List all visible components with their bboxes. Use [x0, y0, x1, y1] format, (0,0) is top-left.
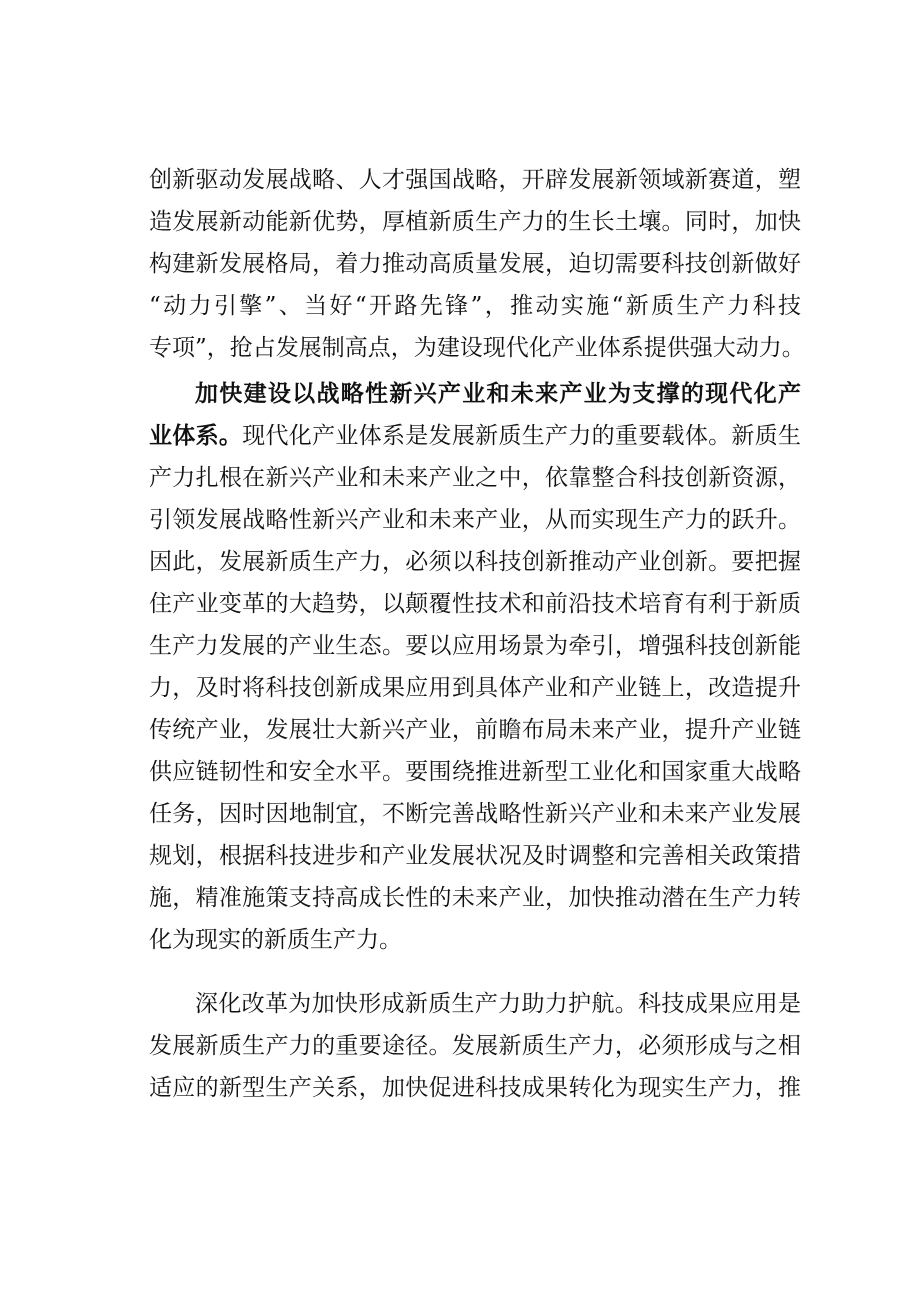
paragraph-heading-tail: 业体系。 — [149, 422, 243, 449]
paragraph-line: 产力扎根在新兴产业和未来产业之中，依靠整合科技创新资源， — [149, 465, 801, 491]
paragraph-line: 因此，发展新质生产力，必须以科技创新推动产业创新。要把握 — [149, 549, 801, 575]
paragraph-line: “动力引擎”、当好“开路先锋”，推动实施“新质生产力科技 — [149, 293, 801, 319]
paragraph-line: 深化改革为加快形成新质生产力助力护航。科技成果应用是 — [195, 991, 801, 1017]
paragraph-line: 规划，根据科技进步和产业发展状况及时调整和完善相关政策措 — [149, 843, 801, 869]
paragraph-line: 构建新发展格局，着力推动高质量发展，迫切需要科技创新做好 — [149, 251, 801, 277]
paragraph-line: 生产力发展的产业生态。要以应用场景为牵引，增强科技创新能 — [149, 633, 801, 659]
paragraph-line-text: 现代化产业体系是发展新质生产力的重要载体。新质生 — [242, 423, 802, 449]
paragraph-line: 创新驱动发展战略、人才强国战略，开辟发展新领域新赛道，塑 — [149, 167, 801, 193]
paragraph-line: 适应的新型生产关系，加快促进科技成果转化为现实生产力，推 — [149, 1075, 801, 1101]
paragraph-3 — [149, 983, 801, 1109]
paragraph-line: 力，及时将科技创新成果应用到具体产业和产业链上，改造提升 — [149, 675, 801, 701]
paragraph-line: 任务，因时因地制宜，不断完善战略性新兴产业和未来产业发展 — [149, 801, 801, 827]
paragraph-line: 发展新质生产力的重要途径。发展新质生产力，必须形成与之相 — [149, 1033, 801, 1059]
paragraph-line: 引领发展战略性新兴产业和未来产业，从而实现生产力的跃升。 — [149, 507, 801, 533]
paragraph-heading-line: 加快建设以战略性新兴产业和未来产业为支撑的现代化产 — [195, 380, 801, 407]
paragraph-line: 住产业变革的大趋势，以颠覆性技术和前沿技术培育有利于新质 — [149, 591, 801, 617]
paragraph-line: 专项”，抢占发展制高点，为建设现代化产业体系提供强大动力。 — [149, 335, 805, 361]
paragraph-2 — [149, 373, 801, 961]
paragraph-line: 供应链韧性和安全水平。要围绕推进新型工业化和国家重大战略 — [149, 759, 801, 785]
paragraph-1 — [149, 159, 805, 369]
paragraph-line: 传统产业，发展壮大新兴产业，前瞻布局未来产业，提升产业链 — [149, 717, 801, 743]
paragraph-line: 化为现实的新质生产力。 — [149, 927, 402, 953]
paragraph-line: 施，精准施策支持高成长性的未来产业，加快推动潜在生产力转 — [149, 885, 801, 911]
paragraph-line — [149, 415, 801, 457]
paragraph-line: 造发展新动能新优势，厚植新质生产力的生长土壤。同时，加快 — [149, 209, 801, 235]
